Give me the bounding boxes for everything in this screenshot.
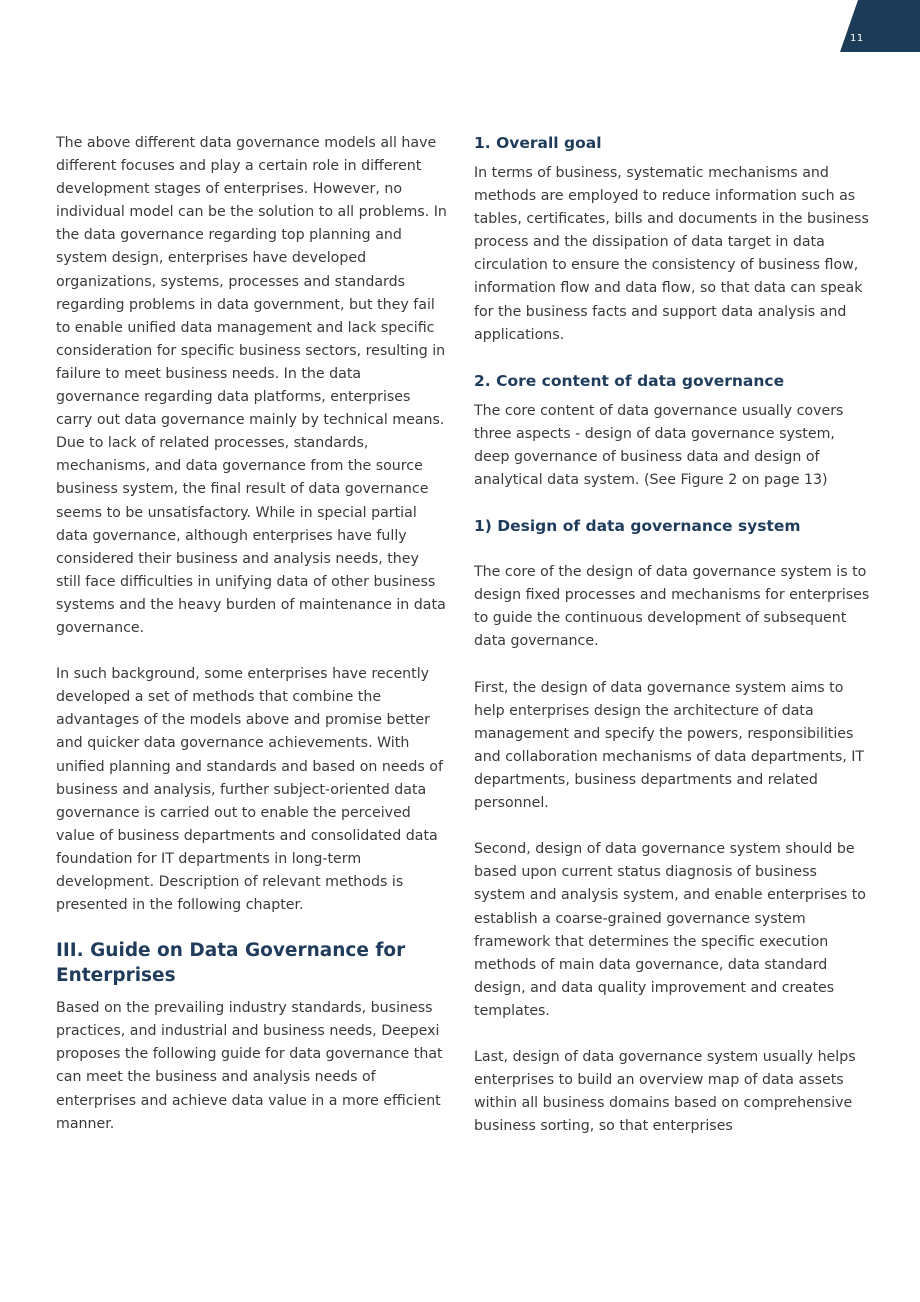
subsection-heading-core-content: 2. Core content of data governance [474,371,785,390]
body-paragraph: First, the design of data governance system aims to help enterprises design the architecture of data management and specify the powers, responsibilities and collaboration mechanisms of data departments, IT departments, business departments and related personnel. [474,679,865,812]
item-heading-design-system: 1) Design of data governance system [474,517,801,536]
body-paragraph: Based on the prevailing industry standards, business practices, and industrial and business needs, Deepexi proposes the following guide for data governance that can meet the business and analysis needs of enterprises and achieve data value in a more efficient manner. [56,1000,443,1132]
body-paragraph: In terms of business, systematic mechanisms and methods are employed to reduce information such as tables, certificates, bills and documents in the business process and the dissipation of data target in data circulation to ensure the consistency of business flow, information flow and data flow, so that data can speak for the business facts and support data analysis and applications. [474,165,869,343]
subsection-heading-overall-goal: 1. Overall goal [474,134,602,152]
left-column [56,132,448,1136]
body-paragraph: Second, design of data governance system should be based upon current status diagnosis of business system and analysis system, and enable enterprises to establish a coarse-grained governance system framework that determines the specific execution methods of main data governance, data standard design, and data quality improvement and creates templates. [474,841,866,1019]
section-heading: III. Guide on Data Governance for Enterprises [56,940,406,986]
page-number: 11 [850,33,864,44]
body-paragraph: In such background, some enterprises have recently developed a set of methods that combine the advantages of the models above and promise better and quicker data governance achievements. With unified planning and standards and based on needs of business and analysis, further subject-oriented data governance is carried out to enable the perceived value of business departments and consolidated data foundation for IT departments in long-term development. Description of relevant methods is presented in the following chapter. [56,666,443,914]
body-paragraph: The core of the design of data governance system is to design fixed processes and mechanisms for enterprises to guide the continuous development of subsequent data governance. [474,564,870,650]
right-column [474,132,870,1138]
body-paragraph: Last, design of data governance system usually helps enterprises to build an overview map of data assets within all business domains based on comprehensive business sorting, so that enterprises [474,1049,856,1135]
page-number-tab [840,0,920,52]
body-paragraph: The above different data governance models all have different focuses and play a certain role in different development stages of enterprises. However, no individual model can be the solution to all problems. In the data governance regarding top planning and system design, enterprises have developed organizations, systems, processes and standards regarding problems in data government, but they fail to enable unified data management and lack specific consideration for specific business sectors, resulting in failure to meet business needs. In the data governance regarding data platforms, enterprises carry out data governance mainly by technical means. Due to lack of related processes, standards, mechanisms, and data governance from the source business system, the final result of data governance seems to be unsatisfactory. While in special partial data governance, although enterprises have fully considered their business and analysis needs, they still face difficulties in unifying data of other business systems and the heavy burden of maintenance in data governance. [56,135,447,636]
body-paragraph: The core content of data governance usually covers three aspects - design of data governance system, deep governance of business data and design of analytical data system. (See Figure 2 on page 13) [474,402,844,489]
